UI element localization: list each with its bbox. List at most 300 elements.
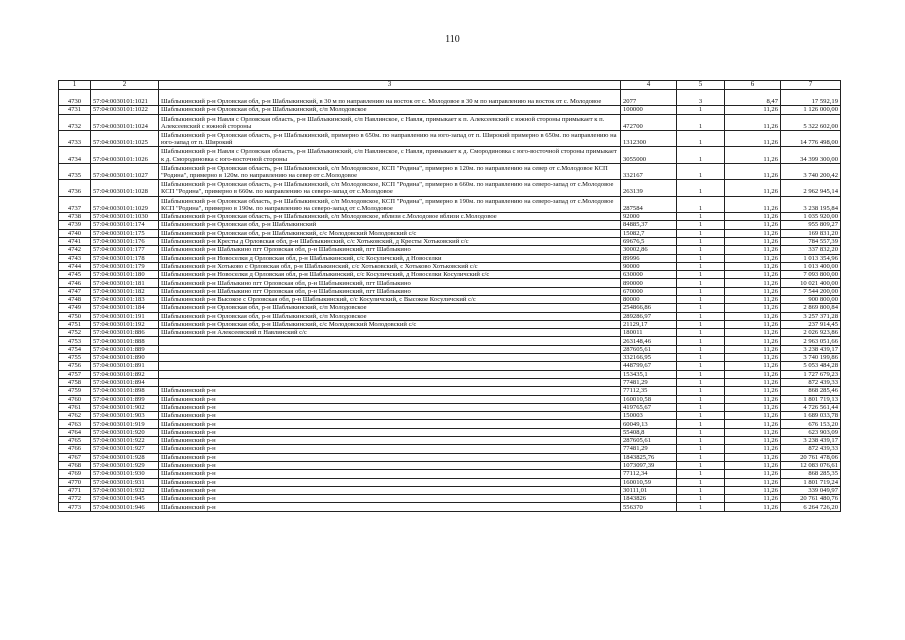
location-description: Шаблыкинский р-н Орловская обл, р-н Шаблыкинский, с/п Молодовское xyxy=(159,106,621,114)
rate-value: 11,26 xyxy=(725,445,781,453)
area-value: 263139 xyxy=(621,180,677,196)
area-value: 1073097,39 xyxy=(621,461,677,469)
table-row xyxy=(59,237,841,245)
table-row xyxy=(59,279,841,287)
area-value: 289286,97 xyxy=(621,312,677,320)
rate-value: 11,26 xyxy=(725,246,781,254)
group-value: 1 xyxy=(677,237,725,245)
row-number: 4761 xyxy=(59,403,91,411)
table-row xyxy=(59,503,841,511)
location-description: Шаблыкинский р-н Орловская область, р-н Шаблыкинский, с/п Молодовское, вблизи с.Молодовое вблизи с.Молодовое xyxy=(159,213,621,221)
cadastral-number: 57:04:0030101:930 xyxy=(91,470,159,478)
group-value: 1 xyxy=(677,370,725,378)
location-description xyxy=(159,337,621,345)
rate-value: 11,26 xyxy=(725,395,781,403)
location-description: Шаблыкинский р-н Шаблыкино пгт Орловская обл, р-н Шаблыкинский, пгт Шаблыкино xyxy=(159,279,621,287)
cadastral-number: 57:04:0030101:1021 xyxy=(91,90,159,106)
group-value: 1 xyxy=(677,221,725,229)
location-description: Шаблыкинский р-н xyxy=(159,453,621,461)
header-cell-2: 2 xyxy=(91,81,159,90)
cadastral-number: 57:04:0030101:180 xyxy=(91,271,159,279)
group-value: 1 xyxy=(677,279,725,287)
rate-value: 11,26 xyxy=(725,337,781,345)
cadastral-cost: 169 831,20 xyxy=(781,229,841,237)
table-row xyxy=(59,213,841,221)
rate-value: 11,26 xyxy=(725,470,781,478)
table-row xyxy=(59,90,841,106)
group-value: 1 xyxy=(677,180,725,196)
cadastral-number: 57:04:0030101:920 xyxy=(91,428,159,436)
table-row xyxy=(59,147,841,163)
cadastral-cost: 5 322 602,00 xyxy=(781,114,841,130)
location-description: Шаблыкинский р-н Новоселки д Орловская обл, р-н Шаблыкинский, с/с Косуличский, д Новоселки Косуличский с/с xyxy=(159,271,621,279)
cadastral-number: 57:04:0030101:931 xyxy=(91,478,159,486)
cadastral-cost: 868 285,46 xyxy=(781,387,841,395)
row-number: 4767 xyxy=(59,453,91,461)
area-value: 30002,86 xyxy=(621,246,677,254)
cadastral-cost: 1 126 000,00 xyxy=(781,106,841,114)
cadastral-number: 57:04:0030101:1022 xyxy=(91,106,159,114)
cadastral-cost: 1 013 354,96 xyxy=(781,254,841,262)
rate-value: 11,26 xyxy=(725,312,781,320)
area-value: 77481,29 xyxy=(621,378,677,386)
cadastral-cost: 955 809,27 xyxy=(781,221,841,229)
row-number: 4760 xyxy=(59,395,91,403)
table-row xyxy=(59,370,841,378)
rate-value: 11,26 xyxy=(725,262,781,270)
table-row xyxy=(59,445,841,453)
table-row xyxy=(59,354,841,362)
header-cell-1: 1 xyxy=(59,81,91,90)
location-description: Шаблыкинский р-н xyxy=(159,403,621,411)
row-number: 4764 xyxy=(59,428,91,436)
group-value: 1 xyxy=(677,437,725,445)
area-value: 77112,35 xyxy=(621,387,677,395)
cadastral-cost: 20 761 480,76 xyxy=(781,495,841,503)
table-row xyxy=(59,304,841,312)
rate-value: 11,26 xyxy=(725,345,781,353)
location-description: Шаблыкинский р-н Орловская область, р-н Шаблыкинский, с/п Молодовское, КСП "Родина", примерно в 660м. по направлению на северо-запад от с.Молодовое КСП "Родина", примерно в 660м. по направлению на северо-запад от с.Молодовое xyxy=(159,180,621,196)
area-value: 160010,59 xyxy=(621,478,677,486)
cadastral-cost: 10 021 400,00 xyxy=(781,279,841,287)
rate-value: 11,26 xyxy=(725,329,781,337)
group-value: 1 xyxy=(677,337,725,345)
row-number: 4772 xyxy=(59,495,91,503)
row-number: 4771 xyxy=(59,486,91,494)
area-value: 556370 xyxy=(621,503,677,511)
cadastral-number: 57:04:0030101:1028 xyxy=(91,180,159,196)
group-value: 1 xyxy=(677,213,725,221)
rate-value: 11,26 xyxy=(725,180,781,196)
location-description: Шаблыкинский р-н xyxy=(159,445,621,453)
row-number: 4750 xyxy=(59,312,91,320)
row-number: 4748 xyxy=(59,296,91,304)
cadastral-number: 57:04:0030101:919 xyxy=(91,420,159,428)
area-value: 670000 xyxy=(621,287,677,295)
row-number: 4736 xyxy=(59,180,91,196)
group-value: 1 xyxy=(677,387,725,395)
rate-value: 11,26 xyxy=(725,428,781,436)
group-value: 1 xyxy=(677,329,725,337)
table-row xyxy=(59,420,841,428)
cadastral-cost: 3 238 195,84 xyxy=(781,196,841,212)
cadastral-cost: 784 557,39 xyxy=(781,237,841,245)
area-value: 287605,61 xyxy=(621,345,677,353)
area-value: 3055000 xyxy=(621,147,677,163)
location-description: Шаблыкинский р-н Орловская обл, р-н Шаблыкинский, с/с Молодовский Молодовский с/с xyxy=(159,229,621,237)
cadastral-number: 57:04:0030101:183 xyxy=(91,296,159,304)
cadastral-cost: 1 801 719,13 xyxy=(781,395,841,403)
area-value: 1843826 xyxy=(621,495,677,503)
group-value: 1 xyxy=(677,229,725,237)
group-value: 1 xyxy=(677,470,725,478)
rate-value: 11,26 xyxy=(725,420,781,428)
rate-value: 11,26 xyxy=(725,437,781,445)
row-number: 4759 xyxy=(59,387,91,395)
group-value: 1 xyxy=(677,131,725,147)
cadastral-number: 57:04:0030101:1024 xyxy=(91,114,159,130)
area-value: 77481,29 xyxy=(621,445,677,453)
cadastral-cost: 1 035 920,00 xyxy=(781,213,841,221)
cadastral-number: 57:04:0030101:891 xyxy=(91,362,159,370)
group-value: 1 xyxy=(677,461,725,469)
group-value: 1 xyxy=(677,312,725,320)
table-row xyxy=(59,106,841,114)
row-number: 4768 xyxy=(59,461,91,469)
table-row xyxy=(59,403,841,411)
row-number: 4765 xyxy=(59,437,91,445)
rate-value: 11,26 xyxy=(725,403,781,411)
rate-value: 11,26 xyxy=(725,114,781,130)
location-description: Шаблыкинский р-н Шаблыкино пгт Орловская обл, р-н Шаблыкинский, пгт Шаблыкино xyxy=(159,246,621,254)
row-number: 4770 xyxy=(59,478,91,486)
group-value: 1 xyxy=(677,395,725,403)
cadastral-cost: 2 026 923,86 xyxy=(781,329,841,337)
table-row xyxy=(59,271,841,279)
rate-value: 11,26 xyxy=(725,213,781,221)
table-row xyxy=(59,412,841,420)
table-row xyxy=(59,329,841,337)
cadastral-number: 57:04:0030101:184 xyxy=(91,304,159,312)
location-description: Шаблыкинский р-н Высокое с Орловская обл, р-н Шаблыкинский, с/с Косуличский, с Высокое Косуличский с/с xyxy=(159,296,621,304)
cadastral-number: 57:04:0030101:929 xyxy=(91,461,159,469)
rate-value: 11,26 xyxy=(725,503,781,511)
table-row xyxy=(59,428,841,436)
rate-value: 11,26 xyxy=(725,486,781,494)
table-row xyxy=(59,337,841,345)
cadastral-number: 57:04:0030101:888 xyxy=(91,337,159,345)
location-description: Шаблыкинский р-н Шаблыкино пгт Орловская обл, р-н Шаблыкинский, пгт Шаблыкино xyxy=(159,287,621,295)
cadastral-cost: 872 439,33 xyxy=(781,445,841,453)
table-row xyxy=(59,486,841,494)
cadastral-number: 57:04:0030101:946 xyxy=(91,503,159,511)
area-value: 84885,37 xyxy=(621,221,677,229)
area-value: 472700 xyxy=(621,114,677,130)
area-value: 55408,8 xyxy=(621,428,677,436)
group-value: 3 xyxy=(677,90,725,106)
row-number: 4773 xyxy=(59,503,91,511)
cadastral-cost: 12 083 076,61 xyxy=(781,461,841,469)
table-row xyxy=(59,320,841,328)
cadastral-number: 57:04:0030101:192 xyxy=(91,320,159,328)
cadastral-number: 57:04:0030101:903 xyxy=(91,412,159,420)
area-value: 2077 xyxy=(621,90,677,106)
rate-value: 8,47 xyxy=(725,90,781,106)
table-row xyxy=(59,229,841,237)
location-description: Шаблыкинский р-н Новоселки д Орловская обл, р-н Шаблыкинский, с/с Косуличский, д Новоселки xyxy=(159,254,621,262)
cadastral-cost: 17 592,19 xyxy=(781,90,841,106)
table-row xyxy=(59,163,841,179)
header-cell-6: 6 xyxy=(725,81,781,90)
row-number: 4734 xyxy=(59,147,91,163)
row-number: 4743 xyxy=(59,254,91,262)
area-value: 332167 xyxy=(621,163,677,179)
area-value: 160010,58 xyxy=(621,395,677,403)
area-value: 419765,67 xyxy=(621,403,677,411)
group-value: 1 xyxy=(677,271,725,279)
cadastral-number: 57:04:0030101:902 xyxy=(91,403,159,411)
location-description: Шаблыкинский р-н xyxy=(159,478,621,486)
location-description: Шаблыкинский р-н xyxy=(159,395,621,403)
row-number: 4755 xyxy=(59,354,91,362)
row-number: 4756 xyxy=(59,362,91,370)
area-value: 15082,7 xyxy=(621,229,677,237)
table-row xyxy=(59,180,841,196)
header-cell-3: 3 xyxy=(159,81,621,90)
area-value: 69676,5 xyxy=(621,237,677,245)
row-number: 4733 xyxy=(59,131,91,147)
cadastral-cost: 1 689 033,78 xyxy=(781,412,841,420)
area-value: 153435,1 xyxy=(621,370,677,378)
rate-value: 11,26 xyxy=(725,362,781,370)
row-number: 4752 xyxy=(59,329,91,337)
table-row xyxy=(59,131,841,147)
location-description: Шаблыкинский р-н Орловская обл, р-н Шаблыкинский, с/с Молодовский Молодовский с/с xyxy=(159,320,621,328)
row-number: 4758 xyxy=(59,378,91,386)
row-number: 4747 xyxy=(59,287,91,295)
location-description xyxy=(159,354,621,362)
area-value: 150003 xyxy=(621,412,677,420)
location-description: Шаблыкинский р-н Орловская обл, р-н Шаблыкинский, с/п Молодовское xyxy=(159,312,621,320)
group-value: 1 xyxy=(677,163,725,179)
cadastral-cost: 20 761 478,06 xyxy=(781,453,841,461)
group-value: 1 xyxy=(677,196,725,212)
table-row xyxy=(59,345,841,353)
table-row xyxy=(59,437,841,445)
cadastral-number: 57:04:0030101:899 xyxy=(91,395,159,403)
area-value: 89996 xyxy=(621,254,677,262)
row-number: 4741 xyxy=(59,237,91,245)
cadastral-cost: 5 053 484,28 xyxy=(781,362,841,370)
cadastral-number: 57:04:0030101:181 xyxy=(91,279,159,287)
cadastral-number: 57:04:0030101:1026 xyxy=(91,147,159,163)
cadastral-cost: 3 238 439,17 xyxy=(781,437,841,445)
cadastral-cost: 900 800,00 xyxy=(781,296,841,304)
table-row xyxy=(59,378,841,386)
rate-value: 11,26 xyxy=(725,354,781,362)
table-row xyxy=(59,470,841,478)
cadastral-cost: 676 153,20 xyxy=(781,420,841,428)
group-value: 1 xyxy=(677,378,725,386)
row-number: 4754 xyxy=(59,345,91,353)
row-number: 4731 xyxy=(59,106,91,114)
location-description xyxy=(159,362,621,370)
group-value: 1 xyxy=(677,412,725,420)
group-value: 1 xyxy=(677,287,725,295)
group-value: 1 xyxy=(677,445,725,453)
row-number: 4749 xyxy=(59,304,91,312)
row-number: 4766 xyxy=(59,445,91,453)
rate-value: 11,26 xyxy=(725,237,781,245)
rate-value: 11,26 xyxy=(725,320,781,328)
rate-value: 11,26 xyxy=(725,412,781,420)
location-description xyxy=(159,345,621,353)
rate-value: 11,26 xyxy=(725,229,781,237)
area-value: 180011 xyxy=(621,329,677,337)
area-value: 92000 xyxy=(621,213,677,221)
area-value: 80000 xyxy=(621,296,677,304)
row-number: 4753 xyxy=(59,337,91,345)
location-description: Шаблыкинский р-н Орловская обл, р-н Шаблыкинский, в 30 м по направлению на восток от с. Молодовое в 30 м по направлению на восток от с. Молодовое xyxy=(159,90,621,106)
table-row xyxy=(59,287,841,295)
location-description: Шаблыкинский р-н xyxy=(159,503,621,511)
cadastral-cost: 3 740 200,42 xyxy=(781,163,841,179)
cadastral-number: 57:04:0030101:922 xyxy=(91,437,159,445)
cadastral-cost: 4 726 561,44 xyxy=(781,403,841,411)
table-row xyxy=(59,453,841,461)
cadastral-cost: 3 257 371,28 xyxy=(781,312,841,320)
table-row xyxy=(59,362,841,370)
cadastral-cost: 872 439,33 xyxy=(781,378,841,386)
area-value: 90000 xyxy=(621,262,677,270)
location-description: Шаблыкинский р-н Орловская область, р-н Шаблыкинский, с/п Молодовское, КСП "Родина", примерно в 190м. по направлению на северо-запад от с.Молодовое КСП "Родина", примерно в 190м. по направлению на северо-запад от с.Молодовое xyxy=(159,196,621,212)
area-value: 254866,86 xyxy=(621,304,677,312)
cadastral-number: 57:04:0030101:1030 xyxy=(91,213,159,221)
cadastral-cost: 868 285,35 xyxy=(781,470,841,478)
group-value: 1 xyxy=(677,246,725,254)
area-value: 77112,34 xyxy=(621,470,677,478)
rate-value: 11,26 xyxy=(725,287,781,295)
group-value: 1 xyxy=(677,486,725,494)
table-row xyxy=(59,495,841,503)
header-cell-5: 5 xyxy=(677,81,725,90)
group-value: 1 xyxy=(677,428,725,436)
group-value: 1 xyxy=(677,478,725,486)
header-row xyxy=(59,81,841,90)
group-value: 1 xyxy=(677,354,725,362)
cadastral-cost: 3 238 439,17 xyxy=(781,345,841,353)
cadastral-number: 57:04:0030101:1029 xyxy=(91,196,159,212)
cadastral-cost: 339 049,97 xyxy=(781,486,841,494)
row-number: 4744 xyxy=(59,262,91,270)
area-value: 100000 xyxy=(621,106,677,114)
cadastral-cost: 2 869 800,84 xyxy=(781,304,841,312)
group-value: 1 xyxy=(677,254,725,262)
location-description: Шаблыкинский р-н xyxy=(159,470,621,478)
area-value: 448799,67 xyxy=(621,362,677,370)
group-value: 1 xyxy=(677,320,725,328)
location-description: Шаблыкинский р-н Хотьково с Орловская обл, р-н Шаблыкинский, с/с Хотьковский, с Хотьково Хотьковский с/с xyxy=(159,262,621,270)
cadastral-number: 57:04:0030101:177 xyxy=(91,246,159,254)
rate-value: 11,26 xyxy=(725,106,781,114)
group-value: 1 xyxy=(677,304,725,312)
cadastral-cost: 3 740 199,86 xyxy=(781,354,841,362)
table-row xyxy=(59,254,841,262)
cadastral-cost: 337 832,20 xyxy=(781,246,841,254)
location-description: Шаблыкинский р-н xyxy=(159,461,621,469)
rate-value: 11,26 xyxy=(725,495,781,503)
location-description: Шаблыкинский р-н xyxy=(159,495,621,503)
location-description: Шаблыкинский р-н Орловская область, р-н Шаблыкинский, с/п Молодовское, КСП "Родина", примерно в 120м. по направлению на север от с.Молодовое КСП "Родина", примерно в 120м. по направлению на север от с.Молодовое xyxy=(159,163,621,179)
cadastral-number: 57:04:0030101:191 xyxy=(91,312,159,320)
cadastral-number: 57:04:0030101:945 xyxy=(91,495,159,503)
location-description: Шаблыкинский р-н Орловская обл, р-н Шаблыкинский, с/п Молодовское xyxy=(159,304,621,312)
location-description xyxy=(159,378,621,386)
location-description: Шаблыкинский р-н Кресты д Орловская обл, р-н Шаблыкинский, с/с Хотьковский, д Кресты Хотьковский с/с xyxy=(159,237,621,245)
cadastral-number: 57:04:0030101:175 xyxy=(91,229,159,237)
rate-value: 11,26 xyxy=(725,254,781,262)
location-description: Шаблыкинский р-н xyxy=(159,412,621,420)
row-number: 4762 xyxy=(59,412,91,420)
cadastral-number: 57:04:0030101:898 xyxy=(91,387,159,395)
cadastral-cost: 34 399 300,00 xyxy=(781,147,841,163)
area-value: 1843825,76 xyxy=(621,453,677,461)
row-number: 4745 xyxy=(59,271,91,279)
table-row xyxy=(59,221,841,229)
header-cell-7: 7 xyxy=(781,81,841,90)
location-description: Шаблыкинский р-н xyxy=(159,437,621,445)
area-value: 890000 xyxy=(621,279,677,287)
cadastral-number: 57:04:0030101:179 xyxy=(91,262,159,270)
cadastral-number: 57:04:0030101:886 xyxy=(91,329,159,337)
header-cell-4: 4 xyxy=(621,81,677,90)
rate-value: 11,26 xyxy=(725,478,781,486)
cadastral-number: 57:04:0030101:182 xyxy=(91,287,159,295)
row-number: 4738 xyxy=(59,213,91,221)
area-value: 60049,13 xyxy=(621,420,677,428)
rate-value: 11,26 xyxy=(725,163,781,179)
rate-value: 11,26 xyxy=(725,453,781,461)
area-value: 332166,95 xyxy=(621,354,677,362)
table-row xyxy=(59,262,841,270)
rate-value: 11,26 xyxy=(725,304,781,312)
table-row xyxy=(59,312,841,320)
row-number: 4730 xyxy=(59,90,91,106)
cadastral-number: 57:04:0030101:932 xyxy=(91,486,159,494)
area-value: 630000 xyxy=(621,271,677,279)
table-row xyxy=(59,246,841,254)
cadastral-number: 57:04:0030101:1027 xyxy=(91,163,159,179)
group-value: 1 xyxy=(677,114,725,130)
cadastral-number: 57:04:0030101:178 xyxy=(91,254,159,262)
cadastral-cost: 237 914,45 xyxy=(781,320,841,328)
cadastral-number: 57:04:0030101:927 xyxy=(91,445,159,453)
row-number: 4746 xyxy=(59,279,91,287)
area-value: 287605,61 xyxy=(621,437,677,445)
page-number: 110 xyxy=(445,34,460,45)
location-description: Шаблыкинский р-н Орловская обл, р-н Шаблыкинский xyxy=(159,221,621,229)
table-row xyxy=(59,387,841,395)
group-value: 1 xyxy=(677,345,725,353)
location-description: Шаблыкинский р-н Навля с Орловская область, р-н Шаблыкинский, с/п Навлинское, с Навля, примыкает к д. Смородиновка с юго-восточной стороны примыкает к д. Смородиновка с юго-восточной стороны xyxy=(159,147,621,163)
row-number: 4732 xyxy=(59,114,91,130)
cadastral-number: 57:04:0030101:890 xyxy=(91,354,159,362)
area-value: 30111,01 xyxy=(621,486,677,494)
land-registry-table xyxy=(58,80,841,512)
group-value: 1 xyxy=(677,495,725,503)
cadastral-cost: 1 727 679,23 xyxy=(781,370,841,378)
group-value: 1 xyxy=(677,503,725,511)
